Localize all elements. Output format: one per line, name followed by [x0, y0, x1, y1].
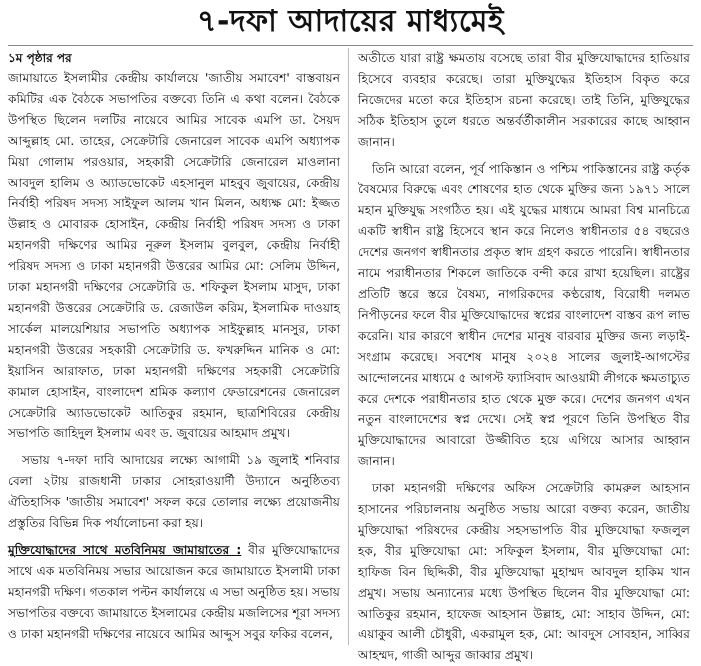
paragraph-2: সভায় ৭-দফা দাবি আদায়ের লক্ষ্যে আগামী ১৯ জুলাই শনিবার বেলা ২টায় রাজধানী ঢাকার সোহরাওয়ার্দী উদ্যানে অনুষ্ঠিতব্য ঐতিহাসিক 'জাতীয় সমাবেশ' সফল করে তোলার লক্ষ্যে প্রয়োজনীয় প্রস্তুতির বিভিন্ন দিক পর্যালোচনা করা হয়।	[8, 453, 340, 531]
column-divider	[348, 48, 349, 645]
continued-from-label: ১ম পৃষ্ঠার পর	[8, 51, 72, 65]
headline-rule	[8, 45, 693, 46]
left-column	[8, 48, 340, 647]
paragraph-1: জামায়াতে ইসলামীর কেন্দ্রীয় কার্যালয়ে 'জাতীয় সমাবেশ' বাস্তবায়ন কমিটির এক বৈঠকে সভাপতির বক্তব্যে তিনি এ কথা বলেন। বৈঠকে উপস্থিত ছিলেন দলটির নায়েবে আমির সাবেক এমপি ডা. সৈয়দ আব্দুল্লাহ মো. তাহের, সেক্রেটারি জেনারেল সাবেক এমপি অধ্যাপক মিয়া গোলাম পরওয়ার, সহকারী সেক্রেটারি জেনারেল মাওলানা আবদুল হালিম ও অ্যাডভোকেট এহসানুল মাহবুব জুবায়ের, কেন্দ্রীয় নির্বাহী পরিষদ সদস্য সাইফুল আলম খান মিলন, অধ্যক্ষ মো: ইজ্জত উল্লাহ ও মোবারক হোসাইন, কেন্দ্রীয় নির্বাহী পরিষদ সদস্য ও ঢাকা মহানগরী দক্ষিণের আমির নূরুল ইসলাম বুলবুল, কেন্দ্রীয় নির্বাহী পরিষদ সদস্য ও ঢাকা মহানগরী উত্তরের আমির মো: সেলিম উদ্দিন, ঢাকা মহানগরী দক্ষিণের সেক্রেটারি ড. শফিকুল ইসলাম মাসুদ, ঢাকা মহানগরী উত্তরের সেক্রেটারি ড. রেজাউল করিম, ইসলামিক দাওয়াহ সার্কেল মালয়েশিয়ার সভাপতি অধ্যাপক সাইফুল্লাহ মানসুর, ঢাকা মহানগরী উত্তরের সহকারী সেক্রেটারি ড. ফখরুদ্দিন মানিক ও মো: ইয়াসিন আরাফাত, ঢাকা মহানগরী দক্ষিণের সহকারী সেক্রেটারি কামাল হোসাইন, বাংলাদেশ শ্রমিক কল্যাণ ফেডারেশনের জেনারেল সেক্রেটারি অ্যাডভোকেট আতিকুর রহমান, ছাত্রশিবিরের কেন্দ্রীয় সভাপতি জাহিদুল ইসলাম এবং ড. জুবায়ের আহমাদ প্রমুখ।	[8, 71, 340, 441]
subhead-paragraph-text: বীর মুক্তিযোদ্ধাদের সাথে এক মতবিনিময় সভার আয়োজন করে জামায়াতে ইসলামী ঢাকা মহানগরী দক্ষিণ। গতকাল পল্টন কার্যালয়ে এ সভা অনুষ্ঠিত হয়। সভায় সভাপতির বক্তব্যে জামায়াতে ইসলামের কেন্দ্রীয় মজলিসের শূরা সদস্য ও ঢাকা মহানগরী দক্ষিণের নায়েবে আমির আব্দুস সবুর ফকির বলেন,	[8, 542, 340, 641]
paragraph-3	[8, 540, 340, 645]
paragraph-4: অতীতে যারা রাষ্ট্র ক্ষমতায় বসেছে তারা বীর মুক্তিযোদ্ধাদের হাতিয়ার হিসেবে ব্যবহার করেছে। তারা মুক্তিযুদ্ধের ইতিহাস বিকৃত করে নিজেদের মতো করে ইতিহাস রচনা করেছে। তাই তিনি, মুক্তিযুদ্ধের সঠিক ইতিহাস তুলে ধরতে অন্তর্বর্তীকালীন সরকারের কাছে আহ্বান জানান।	[358, 51, 690, 149]
subhead: মুক্তিযোদ্ধাদের সাথে মতবিনিময় জামায়াতের :	[8, 542, 242, 557]
headline: ৭-দফা আদায়ের মাধ্যমেই	[196, 4, 505, 39]
paragraph-5: তিনি আরো বলেন, পূর্ব পাকিস্তান ও পশ্চিম পাকিস্তানের রাষ্ট্র কর্তৃক বৈষম্যের বিরুদ্ধে এবং শোষণের হাত থেকে মুক্তির জন্য ১৯৭১ সালে মহান মুক্তিযুদ্ধ সংগঠিত হয়। এই যুদ্ধের মাধ্যমে আমরা বিশ্ব মানচিত্রে একটি স্বাধীন রাষ্ট্র হিসেবে স্থান করে নিলেও স্বাধীনতার ৫৪ বছরেও দেশের জনগণ স্বাধীনতার প্রকৃত স্বাদ গ্রহণ করতে পারেনি। স্বাধীনতার নামে পরাধীনতার শিকলে জাতিকে বন্দী করে রাখা হয়েছিল। রাষ্ট্রের প্রতিটি স্তরে স্তরে বৈষম্য, নাগরিকদের কণ্ঠরোধ, বিরোধী দলমত নিপীড়নের ফলে বীর মুক্তিযোদ্ধাদের স্বপ্নের বাংলাদেশ বাস্তব রূপ লাভ করেনি। যার কারণে স্বাধীন দেশের মানুষ বারবার মুক্তির জন্য লড়াই-সংগ্রাম করেছে। সবশেষ মানুষ ২০২৪ সালের জুলাই-আগস্টের আন্দোলনের মাধ্যমে ৫ আগস্ট ফ্যাসিবাদ আওয়ামী লীগকে ক্ষমতাচ্যুত করে দেশকে পরাধীনতার হাত থেকে মুক্ত করে। দেশের জনগণ এখন নতুন বাংলাদেশের স্বপ্ন দেখে। সেই স্বপ্ন পূরণে তিনি উপস্থিত বীর মুক্তিযোদ্ধাদের আবারো উজ্জীবিত হয়ে এগিয়ে আসার আহ্বান জানান।	[358, 161, 690, 469]
paragraph-6: ঢাকা মহানগরী দক্ষিণের অফিস সেক্রেটারি কামরুল আহসান হাসানের পরিচালনায় অনুষ্ঠিত সভায় আরো বক্তব্য করেন, জাতীয় মুক্তিযোদ্ধা পরিষদের কেন্দ্রীয় সহসভাপতি বীর মুক্তিযোদ্ধা ফজলুল হক, বীর মুক্তিযোদ্ধা মো: সফিকুল ইসলাম, বীর মুক্তিযোদ্ধা মো: হাফিজ বিন ছিদ্দিকী, বীর মুক্তিযোদ্ধা মুহাম্মদ আবদুল হাকিম খান প্রমুখ। সভায় অন্যান্যের মধ্যে উপস্থিত ছিলেন বীর মুক্তিযোদ্ধা মো: আতিকুর রহমান, হাফেজ আহসান উল্লাহ, মো: সাহাব উদ্দিন, মো: এয়াকুব আলী চৌধুরী, একরামুল হক, মো: আবদুস সোবহান, সাব্বির আহম্মদ, গাজী আব্দুর জাব্বার প্রমুখ।	[358, 481, 690, 663]
right-column	[358, 48, 690, 663]
